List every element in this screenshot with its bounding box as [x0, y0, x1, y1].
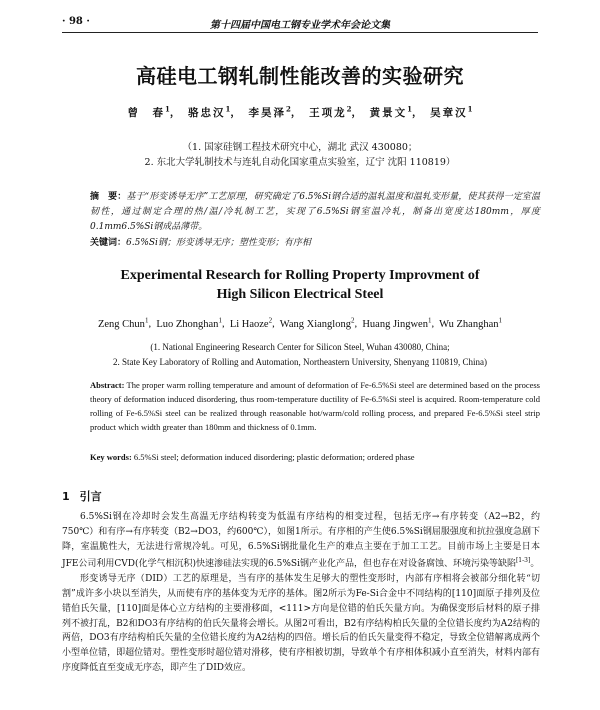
- affiliations-cn: [0, 140, 600, 170]
- abstract-en-text: The proper warm rolling temperature and amount of deformation of Fe-6.5%Si steel are determined based on the process theory of deformation induced disordering, thus room-temperature ductility of Fe-6.5%Si steel is acquired. Room-temperature cold rolling of Fe-6.5%Si steel can be realized through reasonable hot/warm/cold rolling process, and prepared Fe-6.5%Si steel strip product which width greater than 180mm and thickness of 0.1mm.: [90, 380, 540, 432]
- author-cn: 曾 春$^1$: [127, 104, 170, 119]
- page-number: · 98 ·: [62, 16, 90, 27]
- author-en: Luo Zhonghan$^1$: [156, 316, 222, 330]
- author-cn: 王项龙$^2$: [309, 104, 352, 119]
- title-en-line1: Experimental Research for Rolling Property Improvment of: [120, 268, 480, 283]
- author-en: Huang Jingwen$^1$: [362, 316, 432, 330]
- paragraph: 形变诱导无序（DID）工艺的原理是，当有序的基体发生足够大的塑性变形时，内部有序相将会被部分细化转“切割”成许多小块以至消失，从而使有序的基体变为无序的基体。图2所示为Fe-Si合金中不同结构的[110]面原子排列及位错伯氏矢量，[110]面是体心立方结构的主要滑移面，<111>方向是位错的伯氏矢量方向。为确保变形后材料的原子排列不被打乱，B2和DO3有序结构的伯氏矢量将会增长。从图2可看出，B2有序结构柏氏矢量的全位错长度约为A2结构的两倍，DO3有序结构柏氏矢量的全位错长度约为A2结构的四倍。增长后的伯氏矢量变得不稳定，导致全位错解离成两个小型单位错，即超位错对。塑性变形时超位错对滑移，使有序相被切割，导致单个有序相体积减小直至消失，材料内部有序度降低直至变成无序态，即产生了DID效应。: [62, 574, 540, 673]
- section-title: 引言: [79, 490, 102, 503]
- keywords-cn: [90, 236, 540, 250]
- author-en: Li Haoze$^2$: [229, 316, 273, 330]
- keywords-cn-label: 关键词：: [90, 238, 127, 248]
- paper-title-cn: 高硅电工钢轧制性能改善的实验研究: [136, 64, 464, 88]
- affiliation-line: (1. National Engineering Research Center for Silicon Steel, Wuhan 430080, China;: [150, 342, 450, 352]
- abstract-en-label: Abstract:: [90, 380, 125, 390]
- author-cn: 吴章汉$^1$: [430, 104, 473, 119]
- running-header: [62, 14, 538, 33]
- section-number: 1: [62, 490, 70, 503]
- body-text: [62, 510, 540, 676]
- author-en: Wang Xianglong$^2$: [279, 316, 355, 330]
- section-heading: [62, 488, 102, 504]
- abstract-cn-text: 基于“形变诱导无序”工艺原理，研究确定了6.5%Si钢合适的温轧温度和温轧变形量，使其获得一定室温韧性，通过制定合理的热/温/冷轧制工艺，实现了6.5%Si钢室温冷轧，制备出宽度达180mm，厚度0.1mm6.5%Si钢成品薄带。: [90, 192, 540, 232]
- authors-cn: 曾 春$^1$， 骆忠汉$^1$， 李昊泽$^2$， 王项龙$^2$， 黄景文$^1$， 吴章汉$^1$: [127, 104, 473, 119]
- abstract-en: [90, 378, 540, 434]
- title-en-line2: High Silicon Electrical Steel: [216, 287, 384, 302]
- keywords-cn-text: 6.5%Si钢；形变诱导无序；塑性变形；有序相: [126, 238, 311, 248]
- author-en: Wu Zhanghan$^1$: [439, 316, 503, 330]
- keywords-en: [90, 450, 540, 464]
- author-cn: 黄景文$^1$: [369, 104, 412, 119]
- citation: [1-3]: [515, 557, 531, 565]
- author-en: Zeng Chun$^1$: [97, 316, 149, 330]
- keywords-en-text: 6.5%Si steel; deformation induced disordering; plastic deformation; ordered phase: [133, 452, 415, 462]
- paragraph: 6.5%Si钢在冷却时会发生高温无序结构转变为低温有序结构的相变过程，包括无序→有序转变（A2→B2，约750℃）和有序→有序转变（B2→DO3，约600℃），如图1所示。有序相的产生使6.5%Si钢屈服强度和抗拉强度急剧下降，室温脆性大，无法进行常规冷轧。可见，6.5%Si钢批量化生产的难点主要在于加工工艺。目前市场上主要是日本JFE公司利用CVD(化学气相沉积)快速渗硅法实现的6.5%Si钢产业化产品，但也存在对设备腐蚀、环境污染等缺陷[1-3]。: [62, 512, 540, 570]
- keywords-en-label: Key words:: [90, 452, 132, 462]
- affiliation-line: （1. 国家硅钢工程技术研究中心，湖北 武汉 430080；: [182, 142, 418, 153]
- affiliations-en: [0, 340, 600, 370]
- authors-en: Zeng Chun$^1$, Luo Zhonghan$^1$, Li Haoze$^2$, Wang Xianglong$^2$, Huang Jingwen$^1$, Wu Zhanghan$^1$: [97, 316, 503, 330]
- paper-title-en: [0, 266, 600, 304]
- author-cn: 李昊泽$^2$: [248, 104, 291, 119]
- affiliation-line: 2. 东北大学轧制技术与连轧自动化国家重点实验室，辽宁 沈阳 110819）: [144, 157, 456, 168]
- journal-title: 第十四届中国电工钢专业学术年会论文集: [210, 20, 390, 31]
- author-cn: 骆忠汉$^1$: [188, 104, 231, 119]
- abstract-cn-label: 摘 要：: [90, 192, 127, 202]
- abstract-cn: [90, 190, 540, 235]
- affiliation-line: 2. State Key Laboratory of Rolling and Automation, Northeastern University, Shenyang 110819, China): [112, 357, 487, 367]
